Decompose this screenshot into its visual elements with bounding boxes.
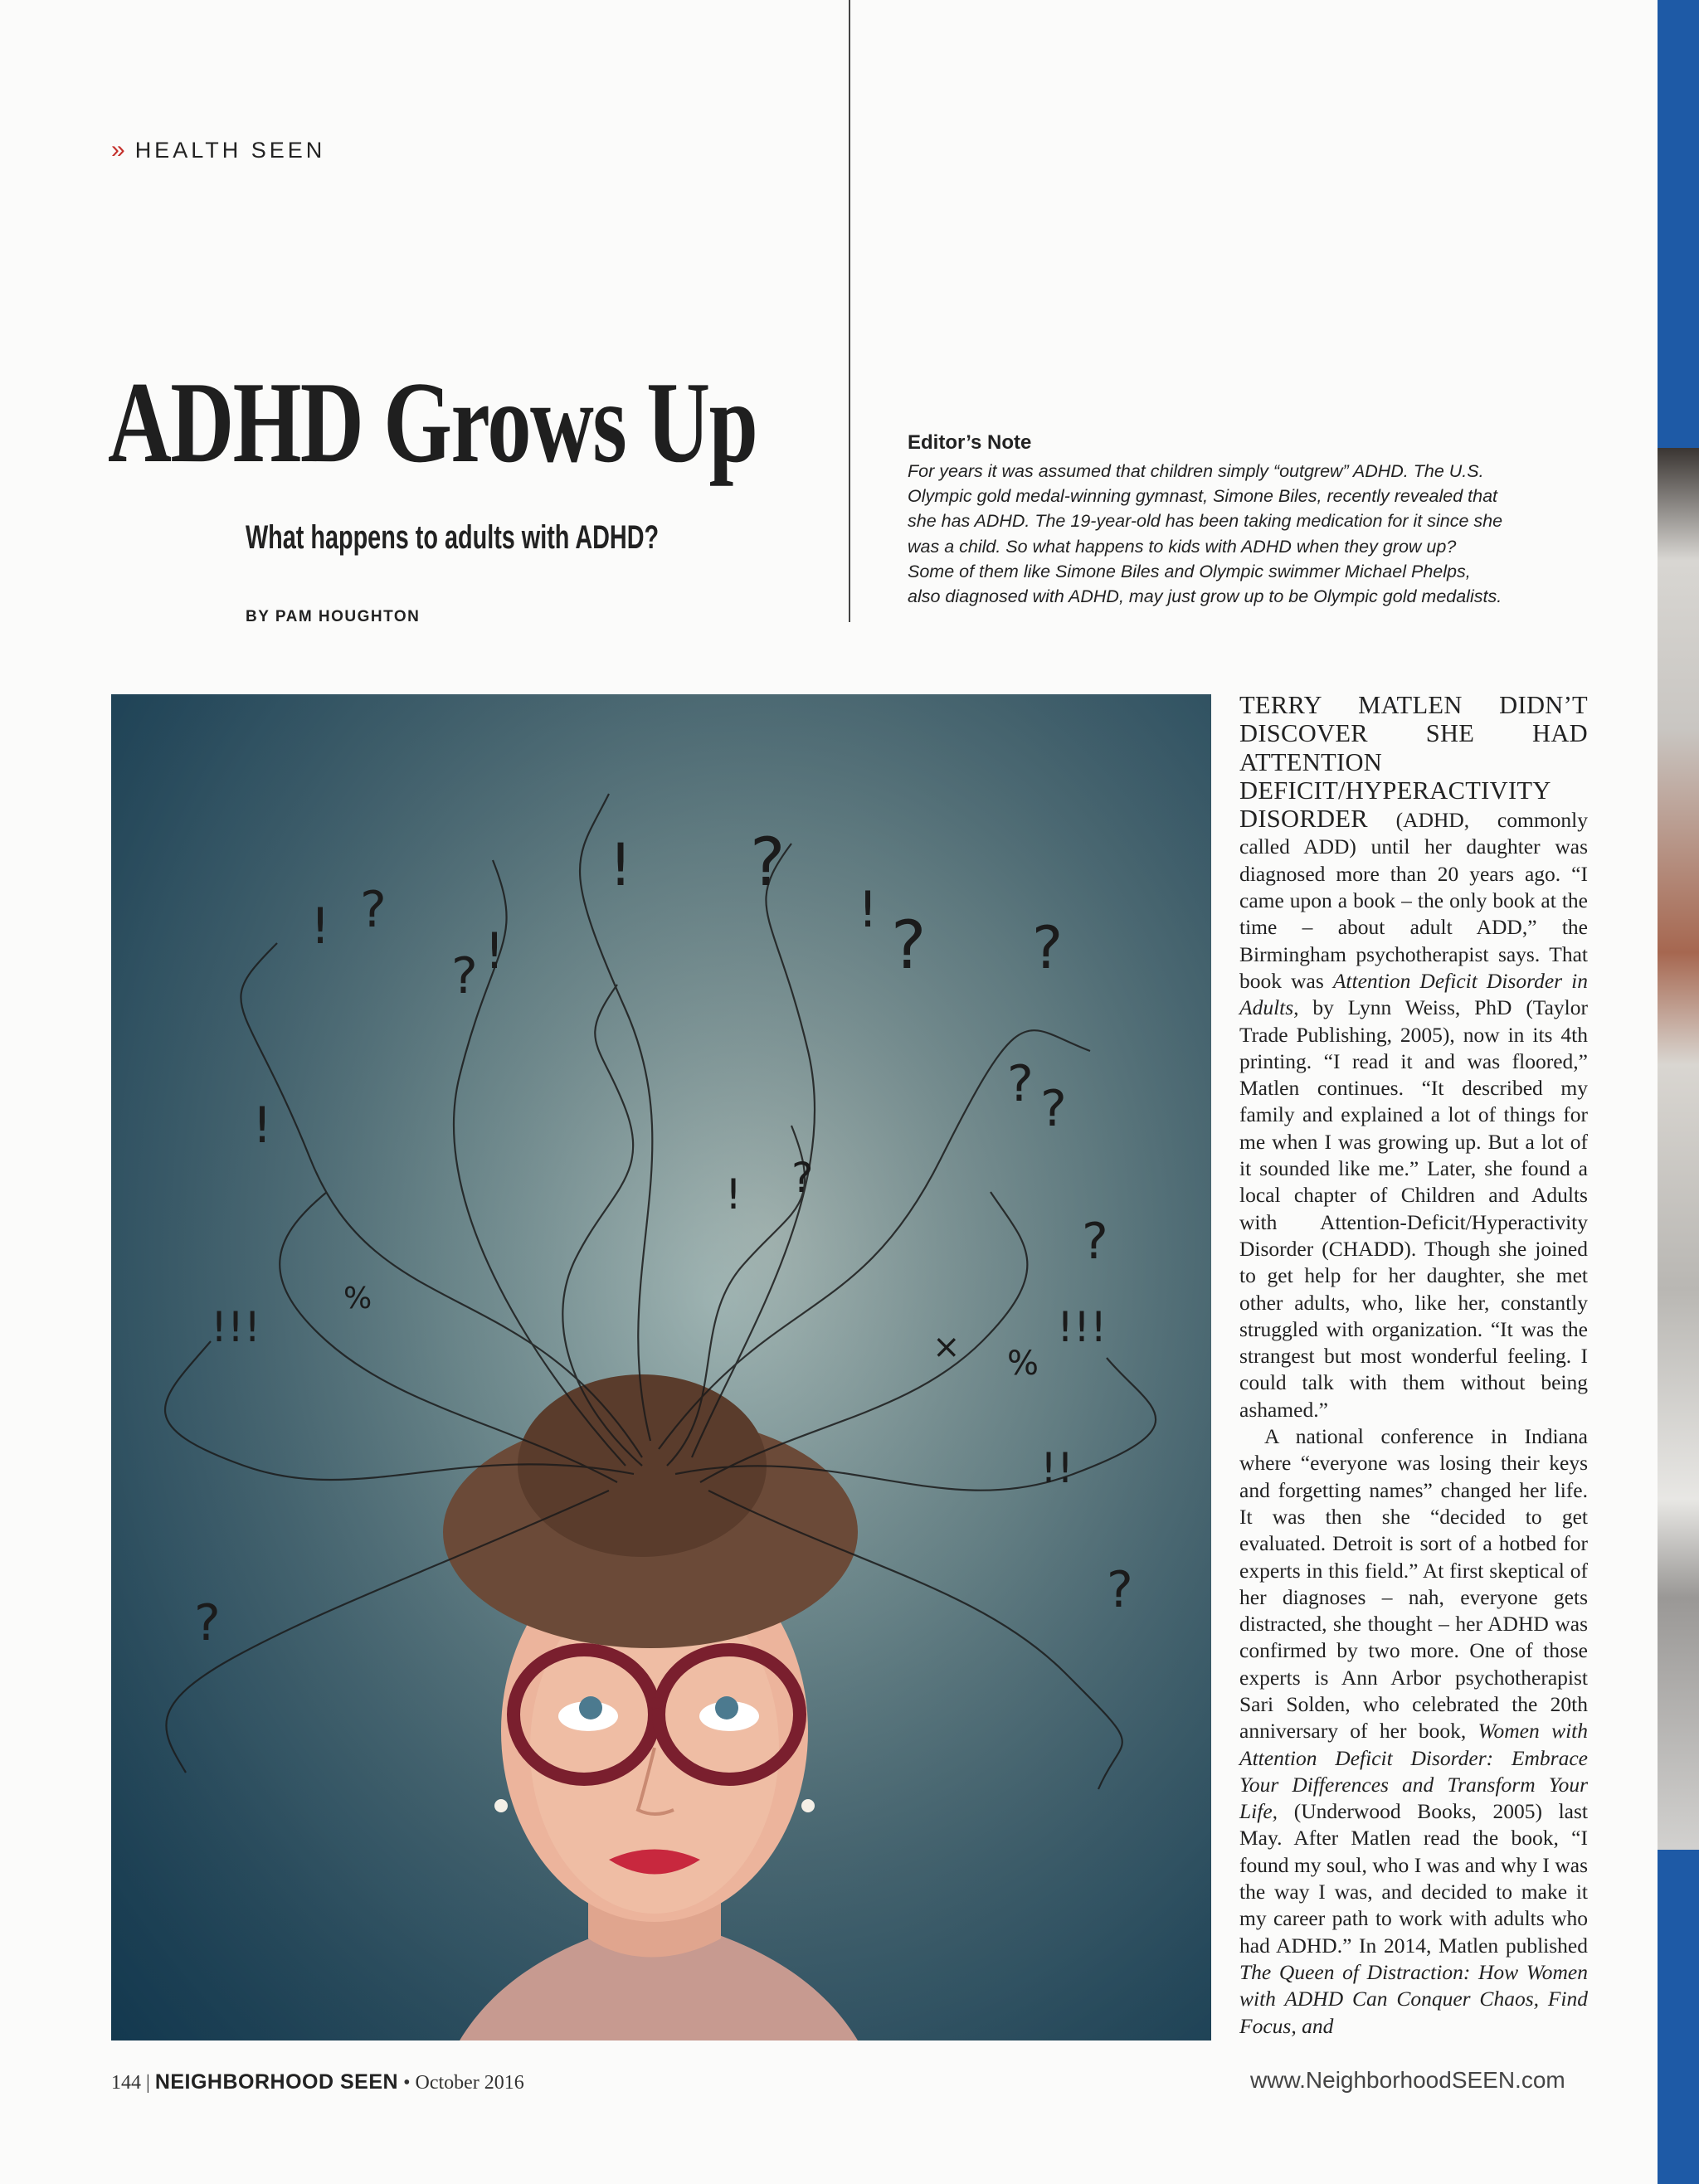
page-footer-left bbox=[111, 2070, 524, 2094]
svg-text:!: ! bbox=[725, 1170, 742, 1218]
svg-text:%: % bbox=[1007, 1345, 1039, 1383]
headline-title: ADHD Grows Up bbox=[108, 358, 757, 487]
article-paragraph-2 bbox=[1239, 1423, 1588, 2040]
article-paragraph-1 bbox=[1239, 692, 1588, 1423]
article-body bbox=[1239, 692, 1588, 2040]
article-text: (ADHD, commonly called ADD) until her daughter was diagnosed more than 20 years ago. “I came upon a book – the only book at the time – about adult ADD,” the Birmingham psychotherapist says. That book was bbox=[1239, 808, 1588, 993]
svg-text:?: ? bbox=[1082, 1213, 1108, 1271]
next-page-edge-photo bbox=[1658, 448, 1699, 1850]
book-title: The Queen of Distraction: How Women with ADHD Can Conquer Chaos, Find Focus, and bbox=[1239, 1959, 1588, 2038]
editors-note-body: For years it was assumed that children simply “outgrew” ADHD. The U.S. Olympic gold medal-winning gymnast, Simone Biles, recently revealed that she has ADHD. The 19-year-old has been taking medication for it since she was a child. So what happens to kids with ADHD when they grow up? Some of them like Simone Biles and Olympic swimmer Michael Phelps, also diagnosed with ADHD, may just grow up to be Olympic gold medalists. bbox=[908, 461, 1503, 607]
footer-bullet: • bbox=[403, 2072, 411, 2094]
svg-text:!: ! bbox=[858, 881, 879, 939]
svg-text:!!: !! bbox=[1040, 1444, 1074, 1492]
section-label-text: HEALTH SEEN bbox=[134, 138, 326, 163]
publication-name: NEIGHBORHOOD SEEN bbox=[154, 2070, 399, 2094]
article-text: by Lynn Weiss, PhD (Taylor Trade Publishing, 2005), now in its 4th printing. “I read it and was floored,” Matlen continues. “It described my family and explained a lot of things for me when I was growing up. But a lot of it sounded like me.” Later, she found a local chapter of Children and Adults with Attention-Deficit/Hyperactivity Disorder (CHADD). Though she joined to get help for her daughter, she met other adults, who, like her, constantly struggled with organization. “It was the strangest but most wonderful feeling. I could talk with them without being ashamed.” bbox=[1239, 995, 1588, 1422]
article-lede: TERRY MATLEN DIDN’T DISCOVER SHE HAD ATTENTION DEFICIT/HYPERACTIVITY DISORDER bbox=[1239, 691, 1588, 834]
svg-text:?: ? bbox=[1107, 1561, 1133, 1619]
woman-with-tangled-thoughts-illustration bbox=[111, 694, 1211, 2041]
svg-text:%: % bbox=[343, 1282, 372, 1316]
svg-text:!!!: !!! bbox=[1057, 1303, 1108, 1351]
svg-text:?: ? bbox=[891, 907, 927, 984]
svg-text:×: × bbox=[932, 1328, 961, 1366]
svg-text:?: ? bbox=[1040, 1080, 1067, 1138]
svg-text:?: ? bbox=[360, 881, 387, 939]
svg-text:!: ! bbox=[310, 897, 331, 956]
page-number: 144 bbox=[111, 2072, 141, 2094]
section-label bbox=[111, 136, 325, 164]
svg-text:?: ? bbox=[194, 1594, 221, 1652]
headline-deck: What happens to adults with ADHD? bbox=[246, 519, 660, 556]
svg-text:!: ! bbox=[484, 922, 505, 980]
chevron-right-icon: » bbox=[111, 136, 125, 163]
byline: BY PAM HOUGHTON bbox=[246, 608, 421, 625]
article-text: (Underwood Books, 2005) last May. After Matlen read the book, “I found my soul, who I was and why I was the way I was, and decided to make it my career path to work with adults who had ADHD.” In 2014, Matlen published bbox=[1239, 1799, 1588, 1958]
article-photo bbox=[111, 694, 1211, 2041]
footer-separator: | bbox=[146, 2072, 150, 2094]
svg-text:?: ? bbox=[1007, 1055, 1034, 1113]
svg-text:?: ? bbox=[1032, 914, 1064, 982]
editors-note-heading: Editor’s Note bbox=[908, 431, 1032, 454]
article-text: A national conference in Indiana where “everyone was losing their keys and forgetting names” changed her life. It was then she “decided to get evaluated. Detroit is sort of a hotbed for experts in this field.” At first skeptical of her diagnoses – nah, everyone gets distracted, she thought – her ADHD was confirmed by two more. One of those experts is Ann Arbor psychotherapist Sari Solden, who celebrated the 20th anniversary of her book, bbox=[1239, 1424, 1588, 1744]
svg-text:!: ! bbox=[252, 1097, 273, 1155]
book-title: Women with Attention Deficit Disorder: Embrace Your Differences and Transform Your Life, bbox=[1239, 1719, 1589, 1824]
book-title: Attention Deficit Disorder in Adults, bbox=[1239, 968, 1588, 1020]
svg-text:!!!: !!! bbox=[211, 1303, 261, 1351]
website-link[interactable]: www.NeighborhoodSEEN.com bbox=[1250, 2067, 1565, 2093]
svg-text:?: ? bbox=[451, 947, 478, 1005]
column-divider bbox=[849, 0, 850, 622]
svg-text:?: ? bbox=[750, 824, 786, 901]
svg-text:?: ? bbox=[791, 1154, 814, 1202]
svg-text:!: ! bbox=[609, 831, 633, 899]
issue-date: October 2016 bbox=[415, 2072, 524, 2094]
